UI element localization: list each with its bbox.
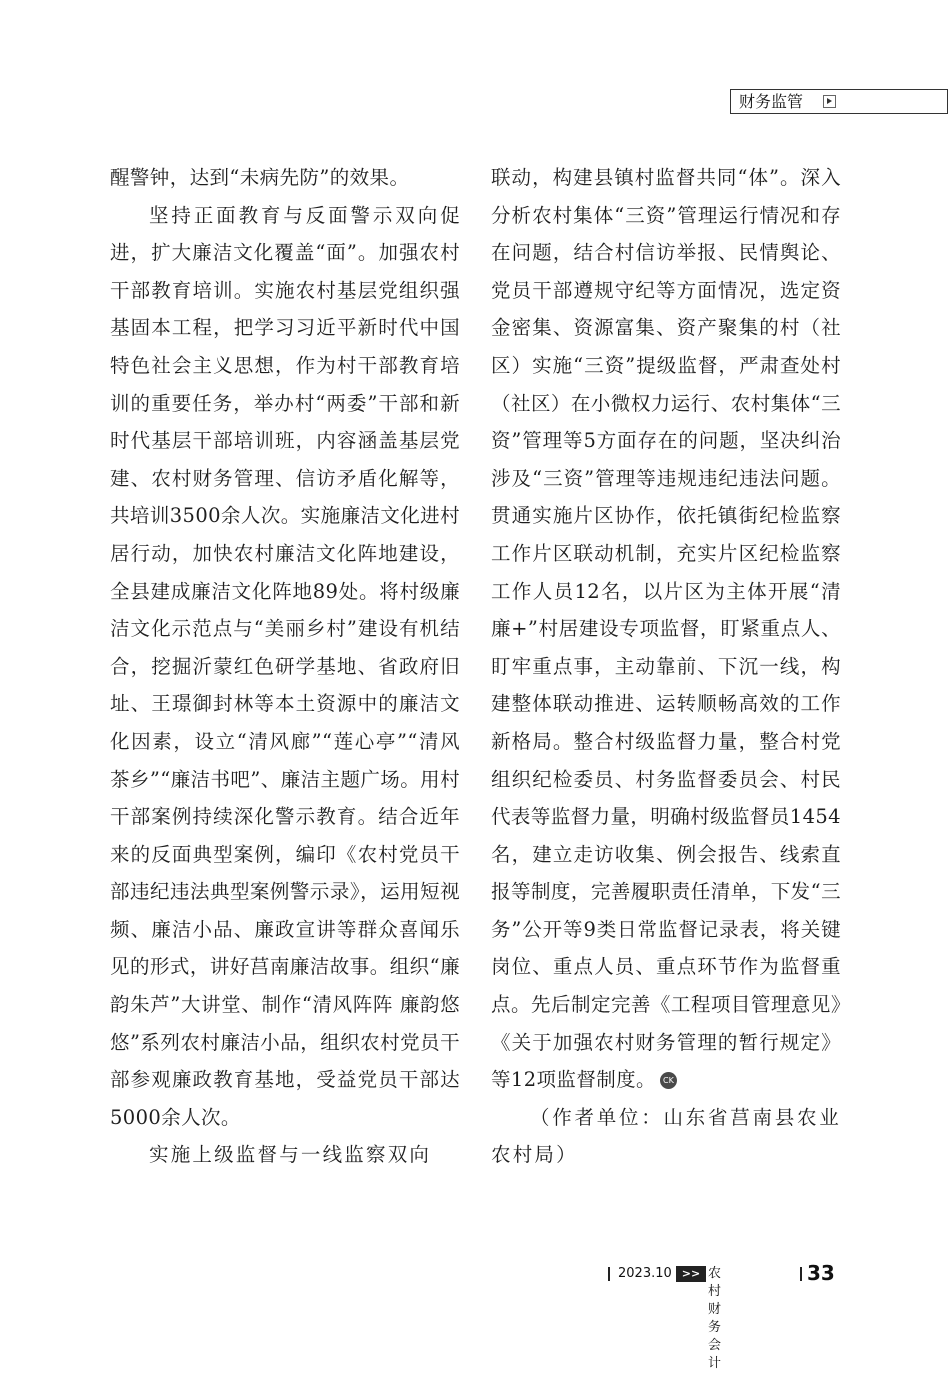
divider-bar xyxy=(608,1267,610,1281)
paragraph-4 xyxy=(491,159,841,1099)
author-note: （作者单位：山东省莒南县农业农村局） xyxy=(491,1105,841,1167)
paragraph-4-heading: 联动，构建县镇村监督共同“体”。 xyxy=(491,166,801,189)
page-number: 33 xyxy=(807,1261,835,1285)
issue-date: 2023.10 xyxy=(618,1266,672,1281)
section-header-tab xyxy=(730,89,948,114)
paragraph-3-heading: 实施上级监督与一线监察双向 xyxy=(149,1143,432,1167)
magazine-title: 农村财务会计 xyxy=(708,1266,722,1371)
paragraph-2-heading: 坚持正面教育与反面警示双向促进，扩大廉洁文化覆盖“面”。 xyxy=(110,203,460,265)
paragraph-2 xyxy=(110,197,460,1137)
left-column xyxy=(110,159,460,1174)
double-chevron-icon: >> xyxy=(676,1266,706,1282)
paragraph-1: 醒警钟，达到“未病先防”的效果。 xyxy=(110,166,410,189)
paragraph-4-body: 深入分析农村集体“三资”管理运行情况和存在问题，结合村信访举报、民情舆论、党员干部遵规守纪等方面情况，选定资金密集、资源富集、资产聚集的村（社区）实施“三资”提级监督，严肃查处村（社区）在小微权力运行、农村集体“三资”管理等5方面存在的问题，坚决纠治涉及“三资”管理等违规违纪违法问题。贯通实施片区协作，依托镇街纪检监察工作片区联动机制，充实片区纪检监察工作人员12名，以片区为主体开展“清廉+”村居建设专项监督，盯紧重点人、盯牢重点事，主动靠前、下沉一线，构建整体联动推进、运转顺畅高效的工作新格局。整合村级监督力量，整合村党组织纪检委员、村务监督委员会、村民代表等监督力量，明确村级监督员1454名，建立走访收集、例会报告、线索直报等制度，完善履职责任清单，下发“三务”公开等9类日常监督记录表，将关键岗位、重点人员、重点环节作为监督重点。先后制定完善《工程项目管理意见》《关于加强农村财务管理的暂行规定》等12项监督制度。 xyxy=(491,166,841,1092)
paragraph-2-body: 加强农村干部教育培训。实施农村基层党组织强基固本工程，把学习习近平新时代中国特色社会主义思想，作为村干部教育培训的重要任务，举办村“两委”干部和新时代基层干部培训班，内容涵盖基层党建、农村财务管理、信访矛盾化解等，共培训3500余人次。实施廉洁文化进村居行动，加快农村廉洁文化阵地建设，全县建成廉洁文化阵地89处。将村级廉洁文化示范点与“美丽乡村”建设有机结合，挖掘沂蒙红色研学基地、省政府旧址、王璟御封林等本土资源中的廉洁文化因素，设立“清风廊”“莲心亭”“清风茶乡”“廉洁书吧”、廉洁主题广场。用村干部案例持续深化警示教育。结合近年来的反面典型案例，编印《农村党员干部违纪违法典型案例警示录》，运用短视频、廉洁小品、廉政宣讲等群众喜闻乐见的形式，讲好莒南廉洁故事。组织“廉韵朱芦”大讲堂、制作“清风阵阵 廉韵悠悠”系列农村廉洁小品，组织农村党员干部参观廉政教育基地，受益党员干部达5000余人次。 xyxy=(110,241,460,1129)
divider-bar xyxy=(800,1267,802,1281)
play-arrow-icon xyxy=(823,95,836,108)
end-mark-icon: CK xyxy=(660,1072,677,1089)
section-label: 财务监管 xyxy=(739,92,804,111)
right-column xyxy=(491,159,841,1174)
